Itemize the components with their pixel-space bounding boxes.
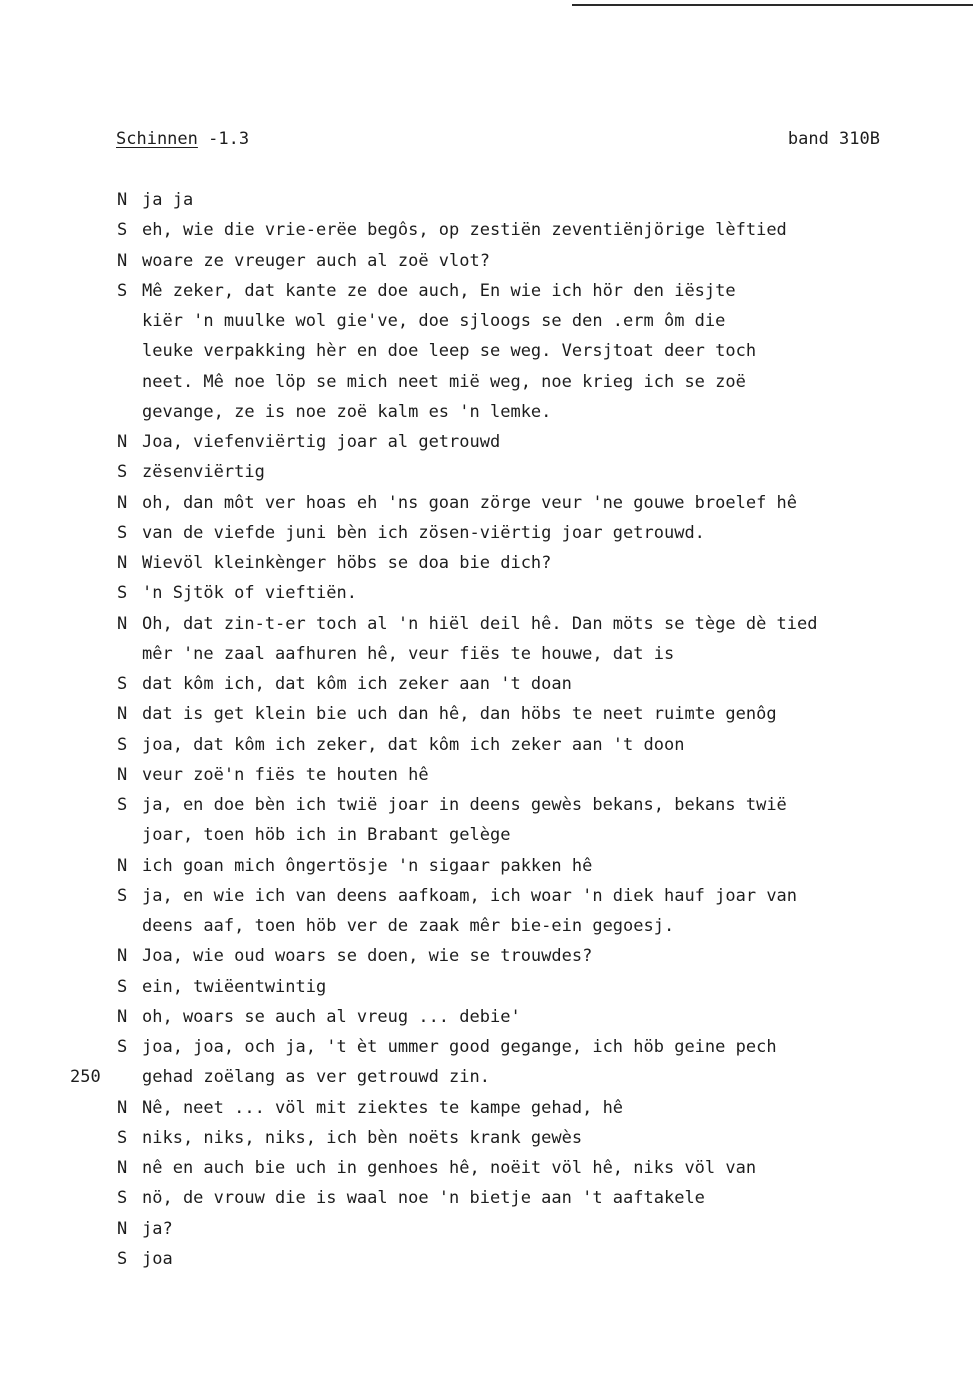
utterance-text: joa, dat kôm ich zeker, dat kôm ich zeker aan 't doon — [142, 734, 685, 755]
speaker-label: S — [117, 734, 128, 755]
transcript-line — [0, 941, 973, 971]
transcript-line — [0, 699, 973, 729]
transcript-line — [0, 427, 973, 457]
speaker-label: N — [117, 1158, 128, 1178]
transcript-line — [0, 367, 973, 397]
speaker-label: S — [117, 1037, 128, 1057]
speaker-label: N — [117, 432, 128, 452]
speaker-label: S — [117, 220, 128, 241]
transcript-line — [0, 215, 973, 245]
utterance-text: leuke verpakking hèr en doe leep se weg. Versjtoat deer toch — [142, 341, 757, 362]
transcript-line — [0, 1123, 973, 1153]
utterance-text: ja? — [142, 1218, 173, 1239]
speaker-label: N — [117, 492, 128, 513]
speaker-label: N — [117, 1097, 128, 1118]
transcript-line — [0, 790, 973, 820]
utterance-text: ich goan mich ôngertösje 'n sigaar pakken hê — [142, 855, 593, 876]
speaker-label: N — [117, 946, 128, 967]
speaker-label: S — [117, 1248, 128, 1269]
speaker-label: N — [117, 764, 128, 785]
transcript-line — [0, 397, 973, 427]
transcript-line — [0, 548, 973, 578]
utterance-text: Oh, dat zin-t-er toch al 'n hiël deil hê. Dan möts se tège dè tied — [142, 613, 818, 634]
utterance-text: veur zoë'n fiës te houten hê — [142, 764, 429, 785]
speaker-label: S — [117, 1127, 128, 1148]
speaker-label: S — [117, 280, 128, 301]
transcript-line — [0, 518, 973, 548]
page-number: -1.3 — [197, 129, 250, 149]
place-name: Schinnen — [116, 129, 198, 149]
transcript-line — [0, 488, 973, 518]
transcript-line — [0, 730, 973, 760]
transcript-line — [0, 1183, 973, 1213]
speaker-label: N — [117, 553, 128, 573]
transcript-line — [0, 306, 973, 336]
transcript-line — [0, 1002, 973, 1032]
transcript-line — [0, 457, 973, 487]
utterance-text: zësenviërtig — [142, 462, 265, 483]
utterance-text: dat is get klein bie uch dan hê, dan höbs te neet ruimte genôg — [142, 704, 777, 725]
utterance-text: dat kôm ich, dat kôm ich zeker aan 't doan — [142, 674, 572, 694]
utterance-text: 'n Sjtök of vieftiën. — [142, 583, 357, 604]
utterance-text: woare ze vreuger auch al zoë vlot? — [142, 250, 490, 271]
transcript-line — [0, 639, 973, 669]
transcript-line — [0, 881, 973, 911]
transcript-line — [0, 972, 973, 1002]
speaker-label: N — [117, 1006, 128, 1027]
utterance-text: eh, wie die vrie-erëe begôs, op zestiën zeventiënjörige lèftied — [142, 220, 787, 241]
utterance-text: Mê zeker, dat kante ze doe auch, En wie ich hör den iësjte — [142, 280, 736, 301]
utterance-text: Joa, viefenviërtig joar al getrouwd — [142, 432, 501, 452]
transcript-line — [0, 911, 973, 941]
transcript-line — [0, 669, 973, 699]
transcript-line — [0, 609, 973, 639]
speaker-label: N — [117, 613, 128, 634]
utterance-text: nê en auch bie uch in genhoes hê, noëit völ hê, niks völ van — [142, 1158, 757, 1178]
margin-line-number: 250 — [70, 1067, 101, 1088]
transcript-line — [0, 1153, 973, 1183]
utterance-text: mêr 'ne zaal aafhuren hê, veur fiës te houwe, dat is — [142, 643, 675, 664]
transcript-line — [0, 185, 973, 215]
tape-reference: band 310B — [787, 129, 880, 149]
utterance-text: gevange, ze is noe zoë kalm es 'n lemke. — [142, 401, 552, 422]
utterance-text: kiër 'n muulke wol gie've, doe sjloogs se den .erm ôm die — [142, 311, 726, 331]
page-title — [116, 124, 249, 154]
utterance-text: van de viefde juni bèn ich zösen-viërtig joar getrouwd. — [142, 522, 705, 543]
utterance-text: joa, joa, och ja, 't èt ummer good gegange, ich höb geine pech — [142, 1037, 777, 1057]
transcript-line — [0, 1032, 973, 1062]
utterance-text: joa — [142, 1248, 173, 1269]
utterance-text: ein, twiëentwintig — [142, 976, 327, 997]
utterance-text: deens aaf, toen höb ver de zaak mêr bie-ein gegoesj. — [142, 916, 675, 936]
utterance-text: gehad zoëlang as ver getrouwd zin. — [142, 1067, 490, 1088]
utterance-text: oh, woars se auch al vreug ... debie' — [142, 1006, 521, 1027]
transcript-line — [0, 1244, 973, 1274]
utterance-text: Wievöl kleinkènger höbs se doa bie dich? — [142, 553, 552, 573]
transcript-line — [0, 336, 973, 366]
utterance-text: ja, en doe bèn ich twië joar in deens gewès bekans, bekans twië — [142, 795, 787, 815]
transcript-line — [0, 1062, 973, 1092]
transcript-line — [0, 1093, 973, 1123]
transcript-line — [0, 820, 973, 850]
speaker-label: N — [117, 855, 128, 876]
speaker-label: S — [117, 674, 128, 694]
utterance-text: Joa, wie oud woars se doen, wie se trouwdes? — [142, 946, 593, 967]
utterance-text: niks, niks, niks, ich bèn noëts krank gewès — [142, 1127, 583, 1148]
speaker-label: S — [117, 976, 128, 997]
transcript-line — [0, 851, 973, 881]
transcript-line — [0, 246, 973, 276]
speaker-label: S — [117, 1188, 128, 1209]
utterance-text: neet. Mê noe löp se mich neet mië weg, noe krieg ich se zoë — [142, 371, 746, 392]
utterance-text: Nê, neet ... völ mit ziektes te kampe gehad, hê — [142, 1097, 624, 1118]
speaker-label: S — [117, 885, 128, 906]
speaker-label: N — [117, 704, 128, 725]
speaker-label: N — [117, 1218, 128, 1239]
top-rule — [572, 4, 973, 6]
speaker-label: S — [117, 522, 128, 543]
speaker-label: N — [117, 190, 128, 210]
utterance-text: joar, toen höb ich in Brabant gelège — [142, 825, 511, 846]
speaker-label: S — [117, 795, 128, 815]
utterance-text: ja ja — [142, 190, 194, 210]
utterance-text: ja, en wie ich van deens aafkoam, ich woar 'n diek hauf joar van — [142, 885, 798, 906]
transcript — [0, 185, 973, 1274]
transcript-line — [0, 1214, 973, 1244]
speaker-label: S — [117, 583, 128, 604]
page-header — [116, 124, 886, 154]
transcript-line — [0, 276, 973, 306]
speaker-label: S — [117, 462, 128, 483]
speaker-label: N — [117, 250, 128, 271]
utterance-text: nö, de vrouw die is waal noe 'n bietje aan 't aaftakele — [142, 1188, 705, 1209]
utterance-text: oh, dan môt ver hoas eh 'ns goan zörge veur 'ne gouwe broelef hê — [142, 492, 798, 513]
transcript-line — [0, 578, 973, 608]
transcript-line — [0, 760, 973, 790]
